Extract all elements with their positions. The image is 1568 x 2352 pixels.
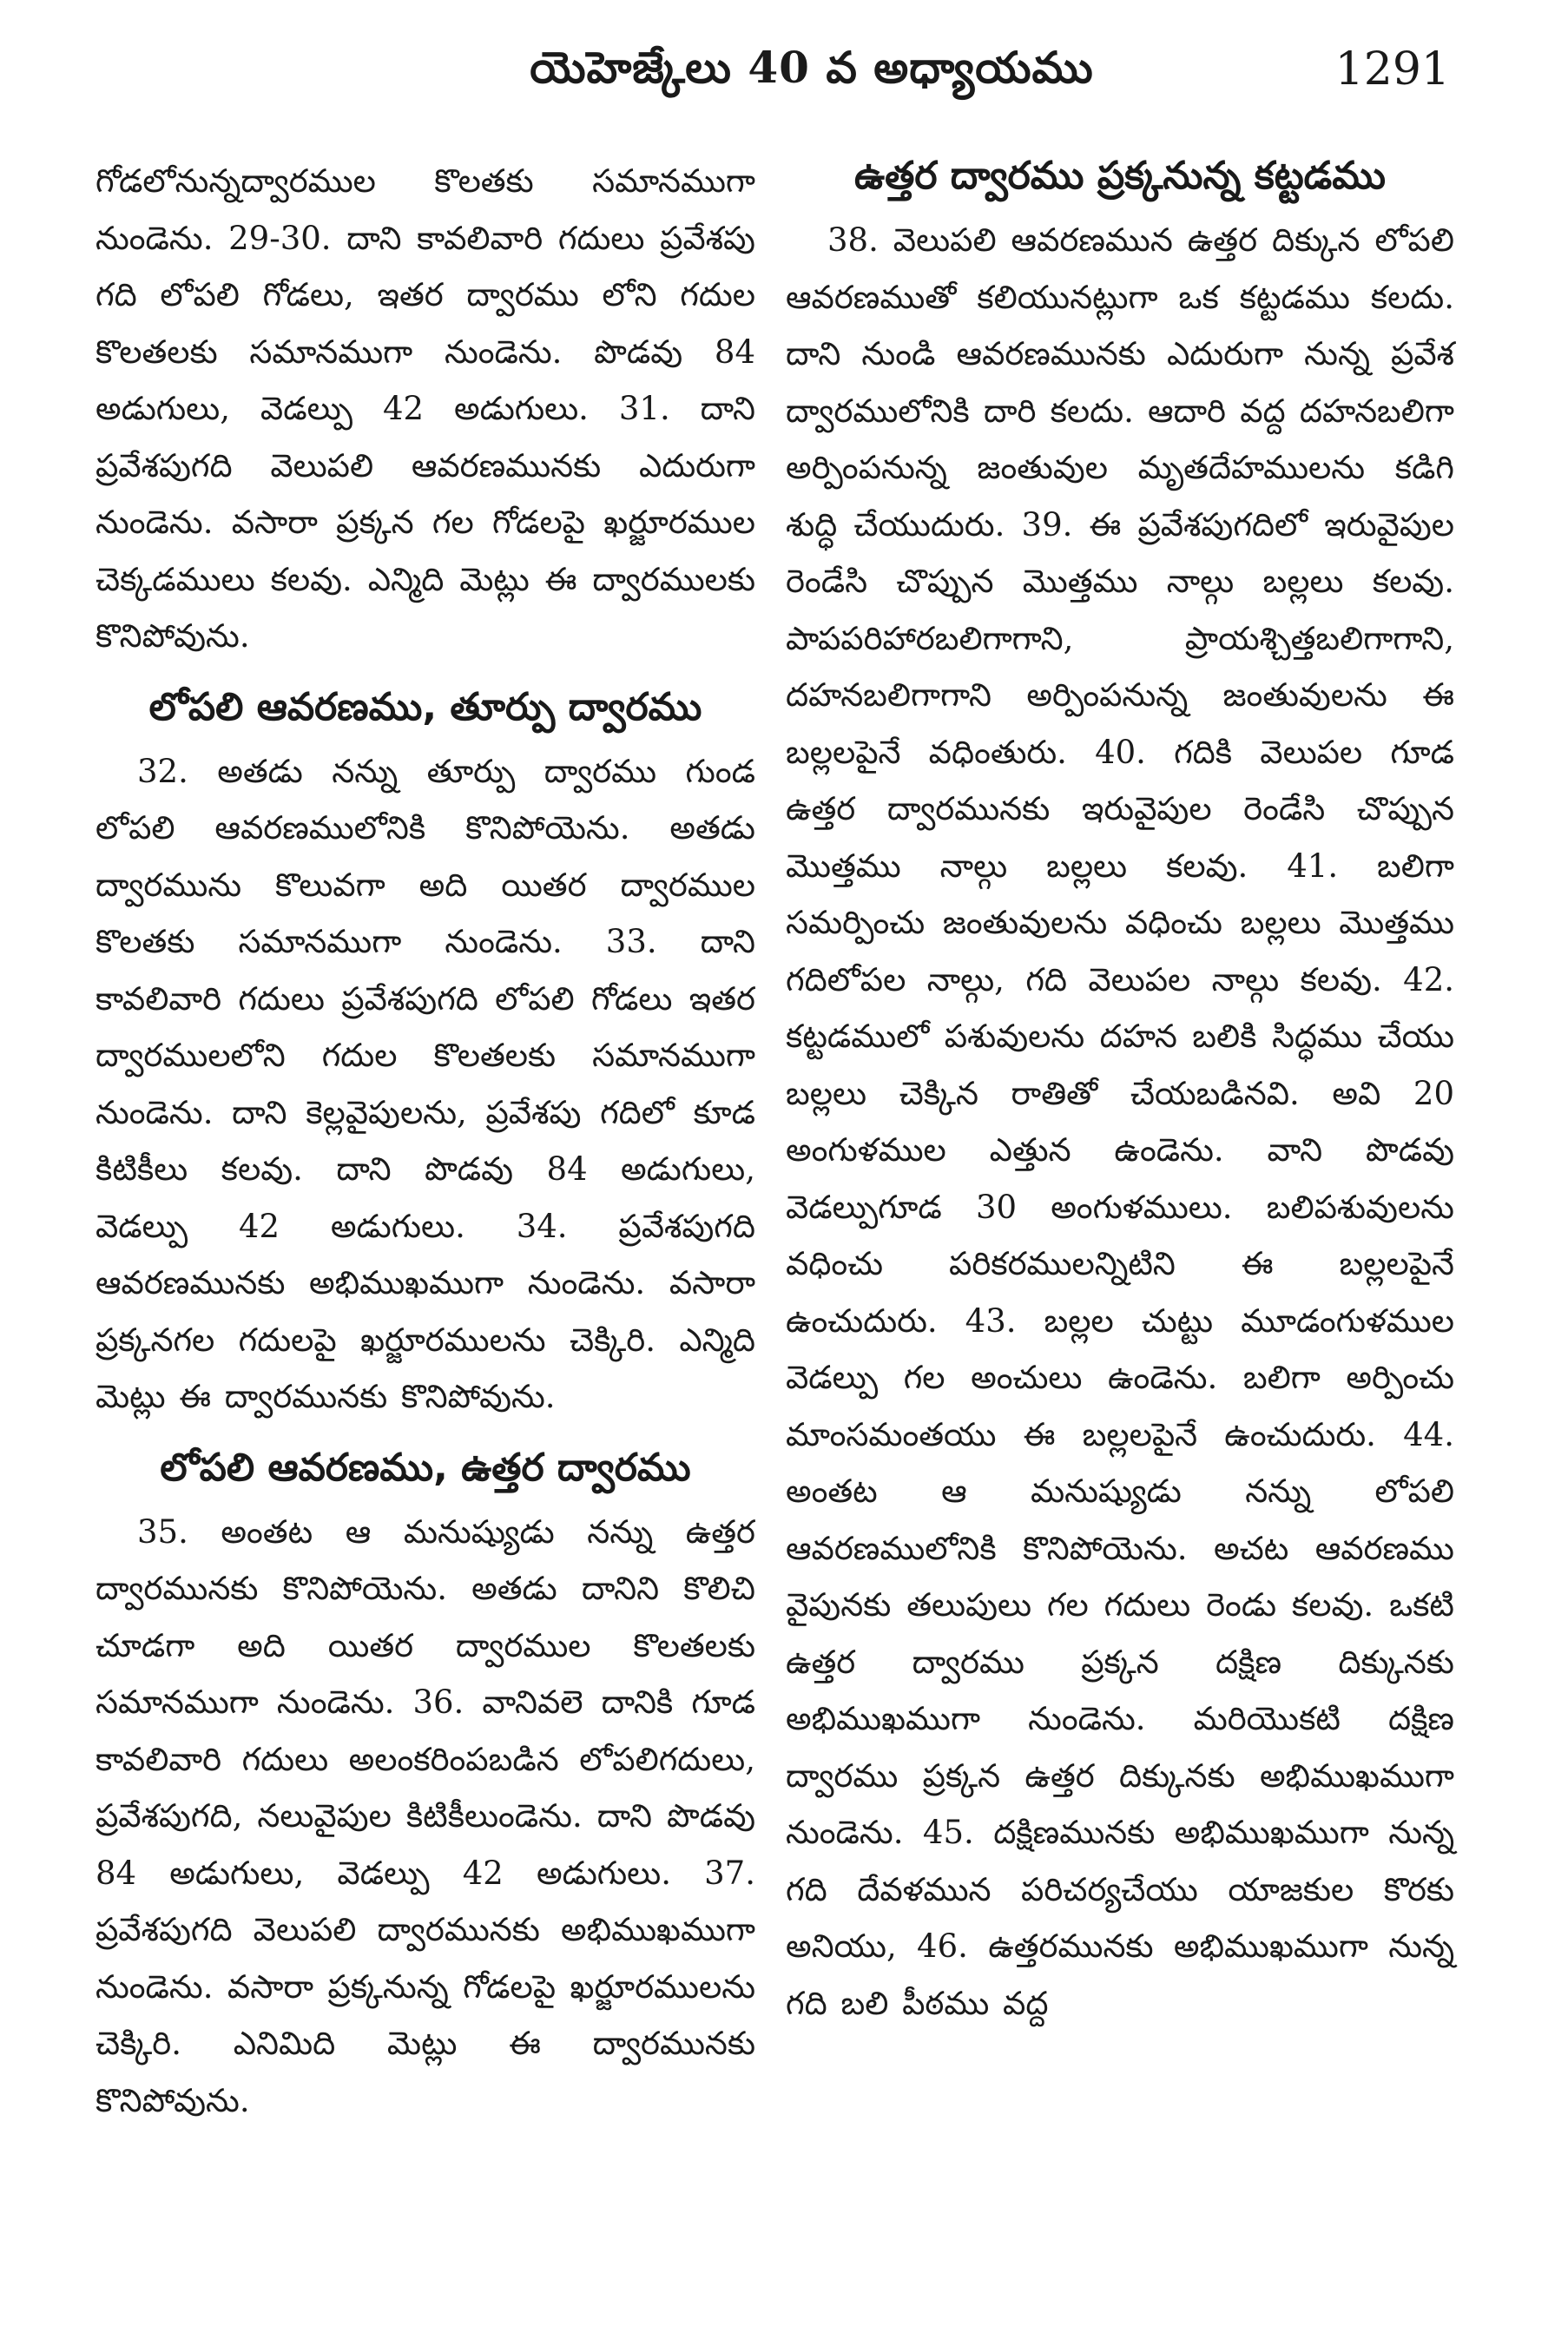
- running-title: యెహెజ్కేలు 40 వ అధ్యాయము: [530, 42, 1094, 93]
- section-heading-north-gate-building: ఉత్తర ద్వారము ప్రక్కనున్న కట్టడము: [853, 154, 1386, 198]
- left-column: [96, 153, 755, 2129]
- section-heading-inner-court-east-gate: లోపలి ఆవరణము, తూర్పు ద్వారము: [148, 684, 702, 729]
- page-number: 1291: [1334, 43, 1450, 96]
- paragraph-verses-29-31: గోడలోనున్నద్వారముల కొలతకు సమానముగా నుండెను. 29-30. దాని కావలివారి గదులు ప్రవేశపు గది లోపలి గోడలు, ఇతర ద్వారము లోని గదుల కొలతలకు సమానముగా నుండెను. పొడవు 84 అడుగులు, వెడల్పు 42 అడుగులు. 31. దాని ప్రవేశపుగది వెలుపలి ఆవరణమునకు ఎదురుగా నుండెను. వసారా ప్రక్కన గల గోడలపై ఖర్జూరముల చెక్కడములు కలవు. ఎన్మిది మెట్లు ఈ ద్వారములకు కొనిపోవును.: [96, 162, 755, 655]
- right-column: [786, 153, 1454, 2032]
- section-heading-inner-court-north-gate: లోపలి ఆవరణము, ఉత్తర ద్వారము: [160, 1445, 691, 1490]
- paragraph-verses-38-46: 38. వెలుపలి ఆవరణమున ఉత్తర దిక్కున లోపలి ఆవరణముతో కలియునట్లుగా ఒక కట్టడము కలదు. దాని నుండి ఆవరణమునకు ఎదురుగా నున్న ప్రవేశ ద్వారములోనికి దారి కలదు. ఆదారి వద్ద దహనబలిగా అర్పింపనున్న జంతువుల మృతదేహములను కడిగి శుద్ధి చేయుదురు. 39. ఈ ప్రవేశపుగదిలో ఇరువైపుల రెండేసి చొప్పున మొత్తము నాల్గు బల్లలు కలవు. పాపపరిహారబలిగాగాని, ప్రాయశ్చిత్తబలిగాగాని, దహనబలిగాగాని అర్పింపనున్న జంతువులను ఈ బల్లలపైనే వధింతురు. 40. గదికి వెలుపల గూడ ఉత్తర ద్వారమునకు ఇరువైపుల రెండేసి చొప్పున మొత్తము నాల్గు బల్లలు కలవు. 41. బలిగా సమర్పించు జంతువులను వధించు బల్లలు మొత్తము గదిలోపల నాల్గు, గది వెలుపల నాల్గు కలవు. 42. కట్టడములో పశువులను దహన బలికి సిద్ధము చేయు బల్లలు చెక్కిన రాతితో చేయబడినవి. అవి 20 అంగుళముల ఎత్తున ఉండెను. వాని పొడవు వెడల్పుగూడ 30 అంగుళములు. బలిపశువులను వధించు పరికరములన్నిటిని ఈ బల్లలపైనే ఉంచుదురు. 43. బల్లల చుట్టు మూడంగుళముల వెడల్పు గల అంచులు ఉండెను. బలిగా అర్పించు మాంసమంతయు ఈ బల్లలపైనే ఉంచుదురు. 44. అంతట ఆ మనుష్యుడు నన్ను లోపలి ఆవరణములోనికి కొనిపోయెను. అచట ఆవరణము వైపునకు తలుపులు గల గదులు రెండు కలవు. ఒకటి ఉత్తర ద్వారము ప్రక్కన దక్షిణ దిక్కునకు అభిముఖముగా నుండెను. మరియొకటి దక్షిణ ద్వారము ప్రక్కన ఉత్తర దిక్కునకు అభిముఖముగా నుండెను. 45. దక్షిణమునకు అభిముఖముగా నున్న గది దేవళమున పరిచర్యచేయు యాజకుల కొరకు అనియు, 46. ఉత్తరమునకు అభిముఖముగా నున్న గది బలి పీఠము వద్ద: [786, 221, 1454, 2022]
- paragraph-verses-35-37: 35. అంతట ఆ మనుష్యుడు నన్ను ఉత్తర ద్వారమునకు కొనిపోయెను. అతడు దానిని కొలిచి చూడగా అది యితర ద్వారముల కొలతలకు సమానముగా నుండెను. 36. వానివలె దానికి గూడ కావలివారి గదులు అలంకరింపబడిన లోపలిగదులు, ప్రవేశపుగది, నలువైపుల కిటికీలుండెను. దాని పొడవు 84 అడుగులు, వెడల్పు 42 అడుగులు. 37. ప్రవేశపుగది వెలుపలి ద్వారమునకు అభిముఖముగా నుండెను. వసారా ప్రక్కనున్న గోడలపై ఖర్జూరములను చెక్కిరి. ఎనిమిది మెట్లు ఈ ద్వారమునకు కొనిపోవును.: [96, 1512, 755, 2119]
- page-header: [174, 42, 1450, 111]
- paragraph-verses-32-34: 32. అతడు నన్ను తూర్పు ద్వారము గుండ లోపలి ఆవరణములోనికి కొనిపోయెను. అతడు ద్వారమును కొలువగా అది యితర ద్వారముల కొలతకు సమానముగా నుండెను. 33. దాని కావలివారి గదులు ప్రవేశపుగది లోపలి గోడలు ఇతర ద్వారములలోని గదుల కొలతలకు సమానముగా నుండెను. దాని కెల్లవైపులను, ప్రవేశపు గదిలో కూడ కిటికీలు కలవు. దాని పొడవు 84 అడుగులు, వెడల్పు 42 అడుగులు. 34. ప్రవేశపుగది ఆవరణమునకు అభిముఖముగా నుండెను. వసారా ప్రక్కనగల గదులపై ఖర్జూరములను చెక్కిరి. ఎన్మిది మెట్లు ఈ ద్వారమునకు కొనిపోవును.: [96, 752, 755, 1415]
